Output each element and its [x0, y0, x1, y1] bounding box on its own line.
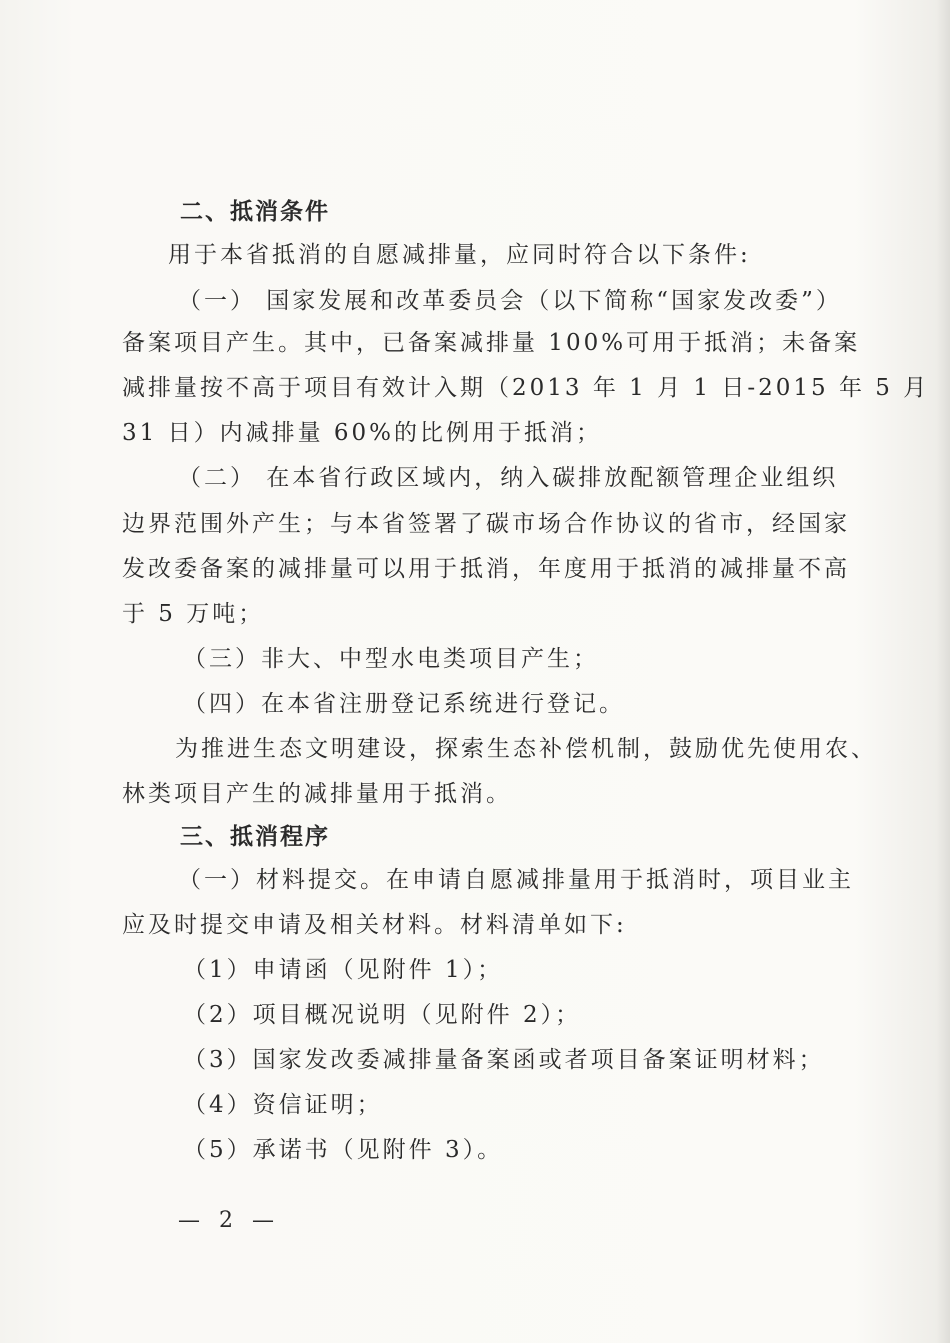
condition-1-line-3: 减排量按不高于项目有效计入期（2013 年 1 月 1 日-2015 年 5 月	[122, 375, 930, 401]
step-1-line-2: 应及时提交申请及相关材料。材料清单如下:	[122, 912, 627, 938]
page-number: — 2 —	[178, 1208, 280, 1233]
condition-1-line-2: 备案项目产生。其中，已备案减排量 100%可用于抵消；未备案	[122, 330, 861, 356]
scan-edge-shadow	[936, 0, 950, 1343]
material-item-5: （5）承诺书（见附件 3）。	[183, 1137, 504, 1163]
material-item-1: （1）申请函（见附件 1）；	[183, 957, 504, 983]
material-item-3: （3）国家发改委减排量备案函或者项目备案证明材料；	[183, 1047, 825, 1073]
section-2-heading: 二、抵消条件	[180, 199, 330, 225]
encourage-line-1: 为推进生态文明建设，探索生态补偿机制，鼓励优先使用农、	[175, 736, 877, 762]
section-3-heading: 三、抵消程序	[180, 824, 330, 850]
condition-3: （三）非大、中型水电类项目产生；	[183, 646, 599, 672]
condition-2-line-1: （二） 在本省行政区域内，纳入碳排放配额管理企业组织	[178, 465, 839, 491]
step-1-line-1: （一）材料提交。在申请自愿减排量用于抵消时，项目业主	[178, 867, 854, 893]
condition-2-line-2: 边界范围外产生；与本省签署了碳市场合作协议的省市，经国家	[122, 511, 850, 537]
condition-4: （四）在本省注册登记系统进行登记。	[183, 691, 625, 717]
condition-1-line-1: （一） 国家发展和改革委员会（以下简称“国家发改委”）	[178, 288, 842, 314]
section-2-intro: 用于本省抵消的自愿减排量，应同时符合以下条件:	[168, 242, 751, 268]
material-item-2: （2）项目概况说明（见附件 2）；	[183, 1002, 582, 1028]
condition-1-line-4: 31 日）内减排量 60%的比例用于抵消；	[122, 420, 603, 446]
condition-2-line-3: 发改委备案的减排量可以用于抵消，年度用于抵消的减排量不高	[122, 556, 850, 582]
material-item-4: （4）资信证明；	[183, 1092, 383, 1118]
encourage-line-2: 林类项目产生的减排量用于抵消。	[122, 781, 512, 807]
condition-2-line-4: 于 5 万吨；	[122, 601, 265, 627]
